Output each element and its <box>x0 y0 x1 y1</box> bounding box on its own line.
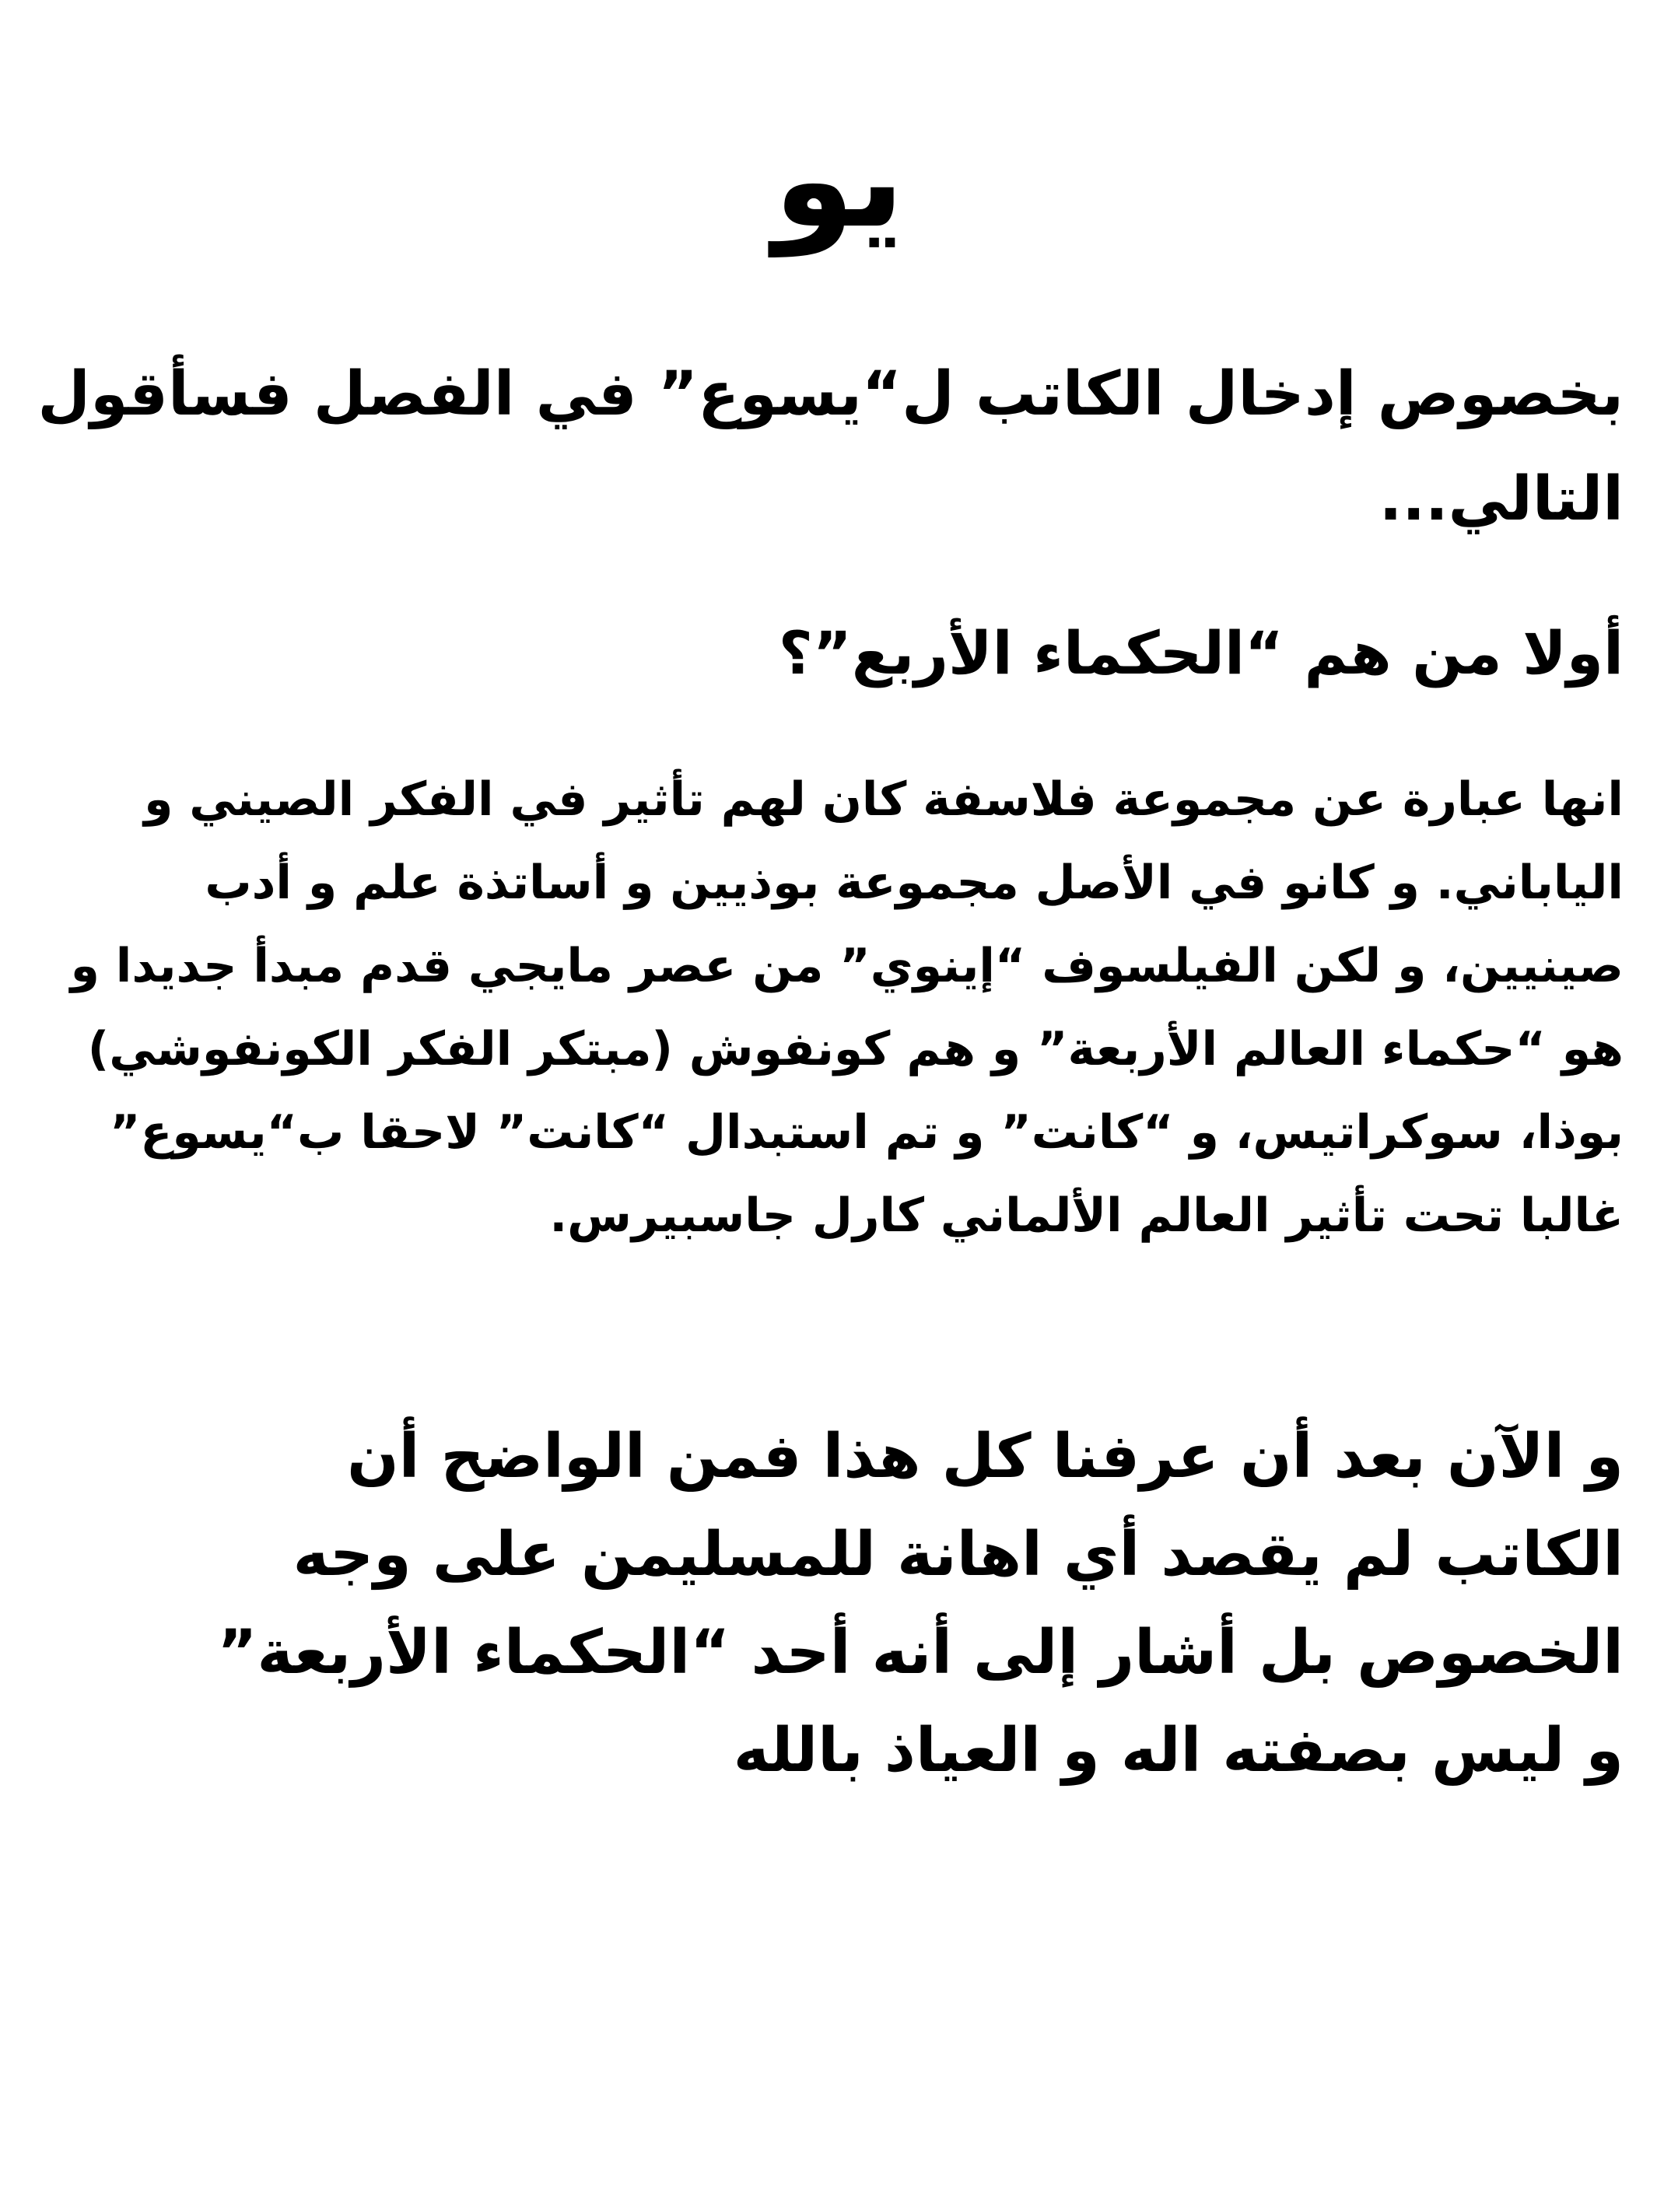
conclusion-line: و ليس بصفته اله و العياذ بالله <box>733 1716 1624 1786</box>
body-line: صينيين، و لكن الفيلسوف “إينوي” من عصر مايجي قدم مبدأ جديدا و <box>70 939 1624 993</box>
conclusion-line: الكاتب لم يقصد أي اهانة للمسليمن على وجه <box>293 1520 1624 1590</box>
body-paragraph <box>71 758 1624 1258</box>
conclusion-paragraph <box>217 1408 1624 1800</box>
intro-paragraph <box>37 342 1624 552</box>
intro-line: بخصوص إدخال الكاتب ل“يسوع” في الفصل فسأقول <box>37 359 1624 429</box>
conclusion-line: و الآن بعد أن عرفنا كل هذا فمن الواضح أن <box>347 1422 1624 1492</box>
body-line: بوذا، سوكراتيس، و “كانت” و تم استبدال “كانت” لاحقا ب“يسوع” <box>110 1105 1624 1160</box>
section-question-heading: أولا من هم “الحكماء الأربع”؟ <box>778 618 1624 688</box>
body-line: غالبا تحت تأثير العالم الألماني كارل جاسبيرس. <box>549 1188 1624 1243</box>
body-line: الياباني. و كانو في الأصل مجموعة بوذيين و أساتذة علم و أدب <box>205 856 1624 910</box>
body-line: هو “حكماء العالم الأربعة” و هم كونفوش (مبتكر الفكر الكونفوشي) <box>87 1022 1624 1076</box>
page-title: يو <box>773 104 905 257</box>
conclusion-line: الخصوص بل أشار إلى أنه أحد “الحكماء الأربعة” <box>217 1618 1624 1688</box>
body-line: انها عبارة عن مجموعة فلاسفة كان لهم تأثير في الفكر الصيني و <box>144 772 1624 827</box>
intro-line: التالي... <box>1378 464 1624 534</box>
